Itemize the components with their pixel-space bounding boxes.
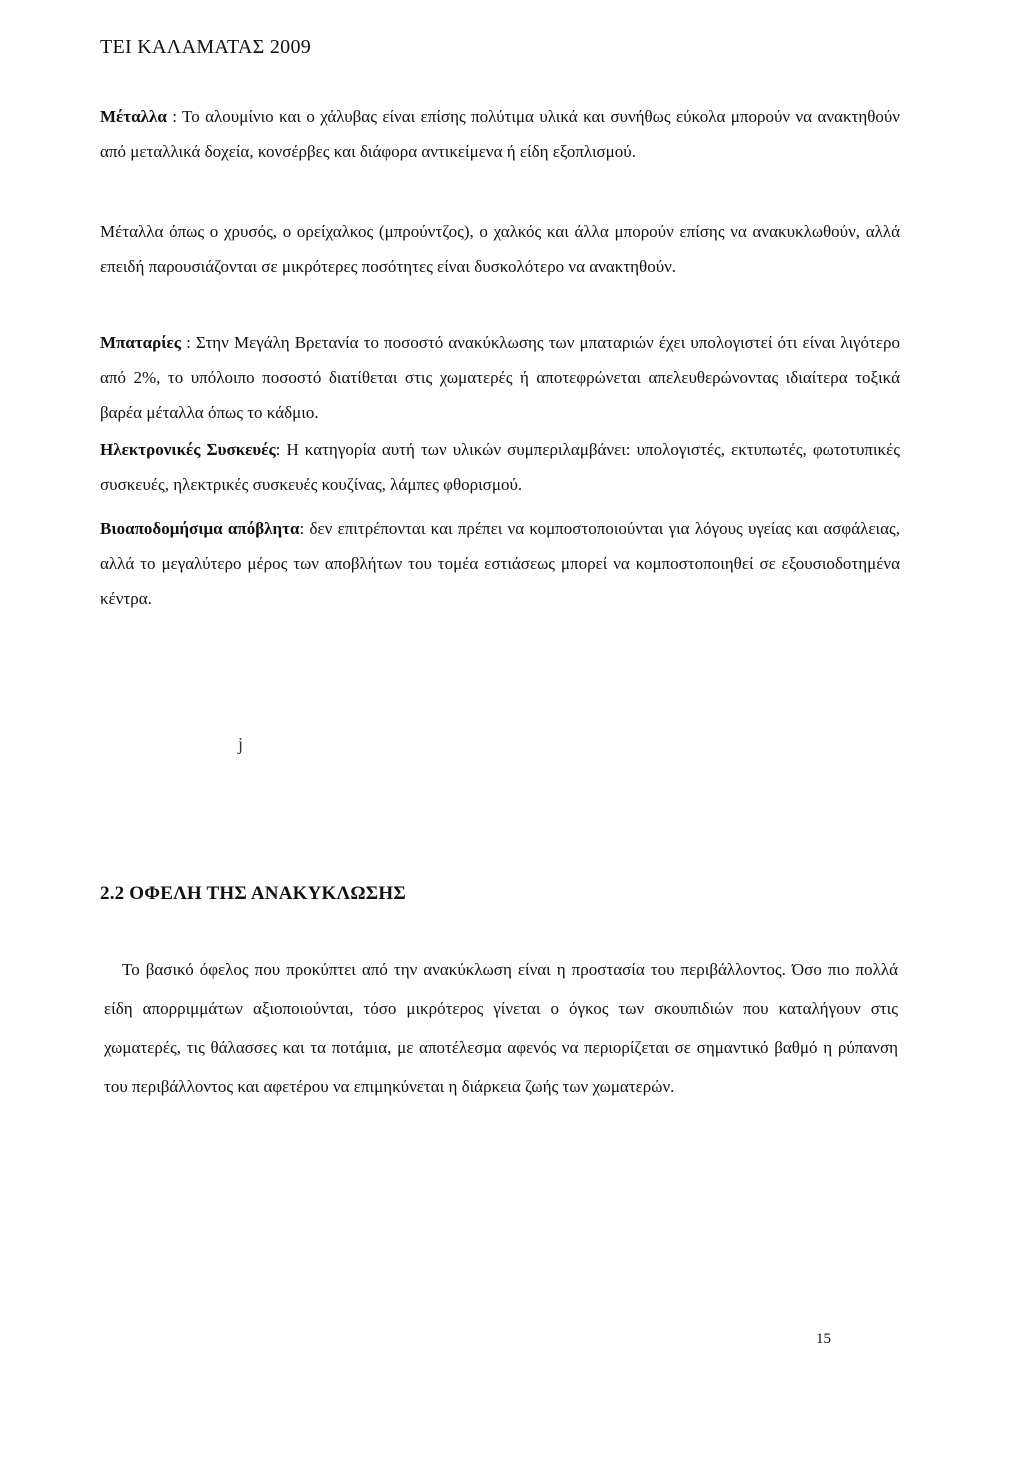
paragraph-recycling-benefits: Το βασικό όφελος που προκύπτει από την ανακύκλωση είναι η προστασία του περιβάλλοντος. Όσο πιο πολλά είδη απορριμμάτων αξιοποιούνται, τόσο μικρότερος γίνεται ο όγκος των σκουπιδιών που καταλήγουν στις χωματερές, τις θάλασσες και τα ποτάμια, με αποτέλεσμα αφενός να περιορίζεται σε σημαντικό βαθμό η ρύπανση του περιβάλλοντος και αφετέρου να επιμηκύνεται η διάρκεια ζωής των χωματερών.	[104, 960, 898, 1096]
term-metals: Μέταλλα	[100, 107, 167, 126]
term-electronic-devices: Ηλεκτρονικές Συσκευές	[100, 440, 276, 459]
paragraph-electronic-devices	[100, 432, 900, 502]
paragraph-electronic-devices-text: : Η κατηγορία αυτή των υλικών συμπεριλαμβάνει: υπολογιστές, εκτυπωτές, φωτοτυπικές συσκευές, ηλεκτρικές συσκευές κουζίνας, λάμπες φθορισμού.	[100, 440, 900, 494]
stray-mark: j	[238, 734, 244, 754]
paragraph-metals	[100, 99, 900, 169]
paragraph-biodegradable-waste	[100, 511, 900, 616]
page-number: 15	[816, 1331, 831, 1347]
page-header: ΤΕΙ ΚΑΛΑΜΑΤΑΣ 2009	[100, 36, 312, 58]
paragraph-biodegradable-waste-text: : δεν επιτρέπονται και πρέπει να κομποστοποιούνται για λόγους υγείας και ασφάλειας, αλλά το μεγαλύτερο μέρος των αποβλήτων του τομέα εστιάσεως μπορεί να κομποστοποιηθεί σε εξουσιοδοτημένα κέντρα.	[100, 519, 900, 608]
paragraph-batteries-text: : Στην Μεγάλη Βρετανία το ποσοστό ανακύκλωσης των μπαταριών έχει υπολογιστεί ότι είναι λιγότερο από 2%, το υπόλοιπο ποσοστό διατίθεται στις χωματερές ή αποτεφρώνεται απελευθερώνοντας ιδιαίτερα τοξικά βαρέα μέταλλα όπως το κάδμιο.	[100, 333, 900, 422]
term-batteries: Μπαταρίες	[100, 333, 181, 352]
paragraph-precious-metals	[100, 214, 900, 284]
paragraph-metals-text: : Το αλουμίνιο και ο χάλυβας είναι επίσης πολύτιμα υλικά και συνήθως εύκολα μπορούν να ανακτηθούν από μεταλλικά δοχεία, κονσέρβες και διάφορα αντικείμενα ή είδη εξοπλισμού.	[100, 107, 900, 161]
paragraph-batteries	[100, 325, 900, 430]
paragraph-precious-metals-text: Μέταλλα όπως ο χρυσός, ο ορείχαλκος (μπρούντζος), ο χαλκός και άλλα μπορούν επίσης να ανακυκλωθούν, αλλά επειδή παρουσιάζονται σε μικρότερες ποσότητες είναι δυσκολότερο να ανακτηθούν.	[100, 222, 900, 276]
section-title: 2.2 ΟΦΕΛΗ ΤΗΣ ΑΝΑΚΥΚΛΩΣΗΣ	[100, 883, 406, 904]
term-biodegradable-waste: Βιοαποδομήσιμα απόβλητα	[100, 519, 300, 538]
